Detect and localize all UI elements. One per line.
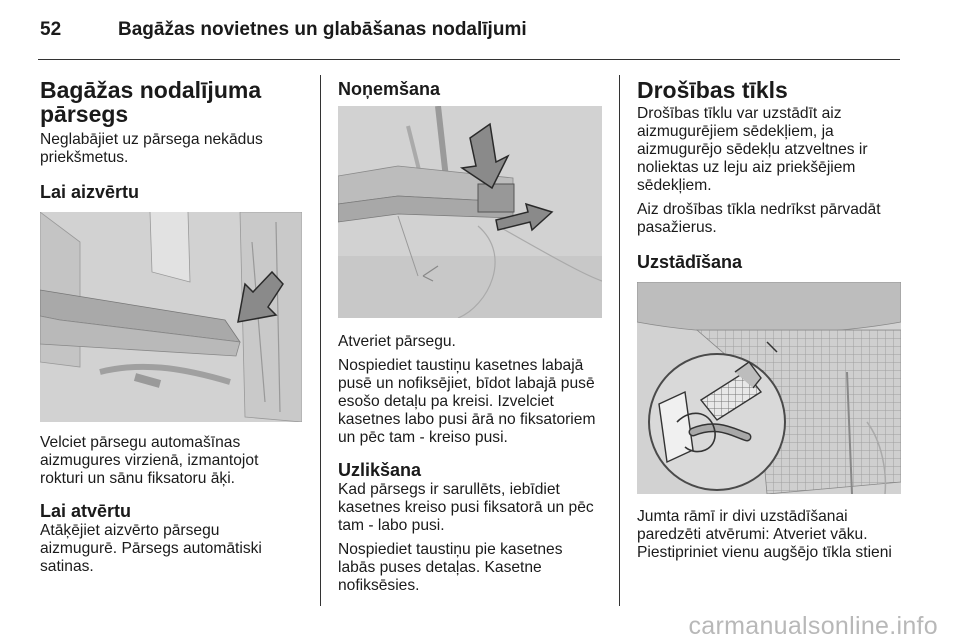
open-paragraph xyxy=(40,522,312,576)
column-divider-2 xyxy=(619,75,620,606)
intro-line-1: Neglabājiet uz pārsega nekādus xyxy=(40,131,263,148)
install-paragraph-2 xyxy=(338,541,610,595)
install-line-3: tam - labo pusi. xyxy=(338,517,445,534)
remove-paragraph-2 xyxy=(338,357,610,447)
remove-heading: Noņemšana xyxy=(338,79,441,99)
open-line-3: satinas. xyxy=(40,558,94,575)
section-title-line-2: pārsegs xyxy=(40,101,129,127)
net-line-6: Aiz drošības tīkla nedrīkst pārvadāt xyxy=(637,201,881,218)
net-paragraph-1 xyxy=(637,105,907,195)
net-install-illustration xyxy=(637,282,901,494)
open-line-2: aizmugurē. Pārsegs automātiski xyxy=(40,540,262,557)
column-divider-1 xyxy=(320,75,321,606)
remove-line-1: Nospiediet taustiņu kasetnes labajā xyxy=(338,357,584,374)
install-line-2: kasetnes kreiso pusi fiksatorā un pēc xyxy=(338,499,594,516)
remove-paragraph-1: Atveriet pārsegu. xyxy=(338,333,456,350)
column-3-lower xyxy=(637,508,907,562)
close-paragraph xyxy=(40,434,312,488)
intro-line-2: priekšmetus. xyxy=(40,149,129,166)
net-line-3: aizmugurējo sēdekļu atzveltnes ir xyxy=(637,141,868,158)
column-3 xyxy=(637,78,907,273)
close-line-2: aizmugures virzienā, izmantojot xyxy=(40,452,259,469)
remove-line-4: kasetnes labo pusi ārā no fiksatoriem xyxy=(338,411,596,428)
close-heading: Lai aizvērtu xyxy=(40,182,140,202)
open-heading: Lai atvērtu xyxy=(40,501,132,521)
page-number: 52 xyxy=(40,19,62,40)
column-1-lower xyxy=(40,434,312,576)
install-line-5: labās puses detaļas. Kasetne xyxy=(338,559,542,576)
setup-line-2: paredzēti atvērumi: Atveriet vāku. xyxy=(637,526,868,543)
intro-paragraph xyxy=(40,131,312,167)
install-line-6: nofiksēsies. xyxy=(338,577,420,594)
install-paragraph-1 xyxy=(338,481,610,535)
remove-line-5: un pēc tam - kreiso pusi. xyxy=(338,429,508,446)
remove-line-2: pusē un nofiksējiet, bīdot labajā pusē xyxy=(338,375,595,392)
section-title-line-1: Bagāžas nodalījuma xyxy=(40,77,262,103)
close-line-1: Velciet pārsegu automašīnas xyxy=(40,434,241,451)
section-title xyxy=(40,78,312,126)
open-line-1: Atāķējiet aizvērto pārsegu xyxy=(40,522,220,539)
setup-heading: Uzstādīšana xyxy=(637,252,743,272)
remove-line-3: esošo detaļu pa kreisi. Izvelciet xyxy=(338,393,554,410)
install-line-1: Kad pārsegs ir sarullēts, iebīdiet xyxy=(338,481,560,498)
net-line-4: noliektas uz leju aiz priekšējiem xyxy=(637,159,856,176)
running-title: Bagāžas novietnes un glabāšanas nodalījumi xyxy=(118,19,527,40)
setup-line-1: Jumta rāmī ir divi uzstādīšanai xyxy=(637,508,848,525)
setup-paragraph xyxy=(637,508,907,562)
install-heading: Uzlikšana xyxy=(338,460,422,480)
setup-line-3: Piestipriniet vienu augšējo tīkla stieni xyxy=(637,544,892,561)
install-line-4: Nospiediet taustiņu pie kasetnes xyxy=(338,541,563,558)
column-2-lower xyxy=(338,333,610,595)
watermark: carmanualsonline.info xyxy=(688,612,938,640)
net-line-7: pasažierus. xyxy=(637,219,717,236)
net-line-2: aizmugurējiem sēdekļiem, ja xyxy=(637,123,834,140)
header-divider xyxy=(38,59,900,60)
column-1 xyxy=(40,70,312,203)
net-paragraph-2 xyxy=(637,201,907,237)
net-line-5: sēdekļiem. xyxy=(637,177,712,194)
close-cover-illustration xyxy=(40,212,302,422)
remove-cover-illustration xyxy=(338,106,602,318)
net-line-1: Drošības tīklu var uzstādīt aiz xyxy=(637,105,842,122)
close-line-3: rokturi un sānu fiksatoru āķi. xyxy=(40,470,236,487)
net-heading: Drošības tīkls xyxy=(637,77,788,103)
column-2 xyxy=(338,78,610,100)
